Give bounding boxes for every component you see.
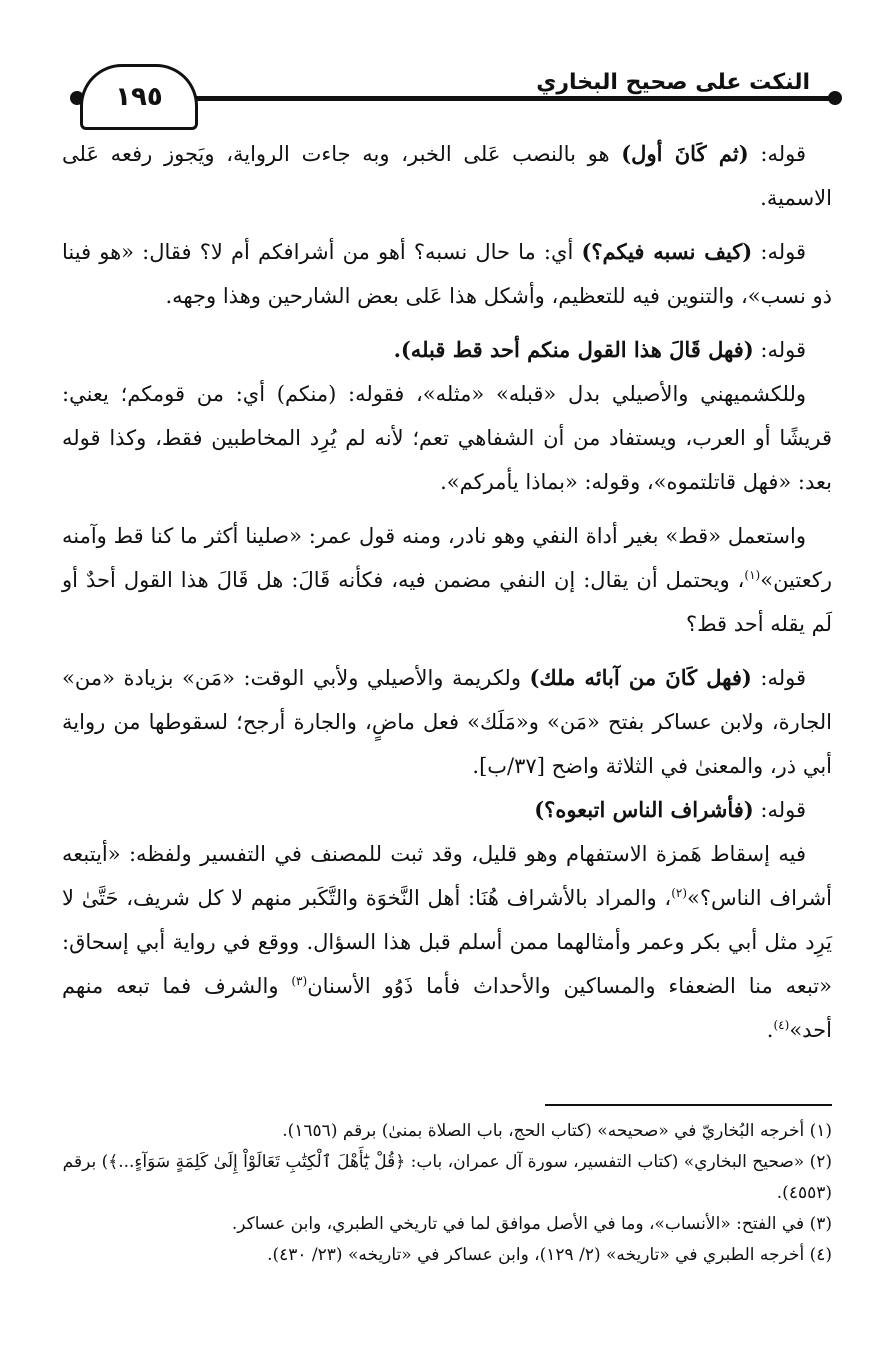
footnote: (٢) «صحيح البخاري» (كتاب التفسير، سورة آل عمران، باب: ﴿قُلْ يَٰٓأَهْلَ ٱلْكِتَٰبِ تَعَالَوْاْ إِلَىٰ كَلِمَةٍ سَوَآءٍ...﴾) برقم (٤٥٥٣). [62,1152,832,1203]
paragraph [62,514,832,646]
page-number: ١٩٥ [80,64,198,130]
para-lead: قوله: [751,666,807,690]
paragraph [62,230,832,318]
footnote: (٤) أخرجه الطبري في «تاريخه» (٢/ ١٢٩)، وابن عساكر في «تاريخه» (٢٣/ ٤٣٠). [267,1245,832,1265]
para-text: ولكريمة والأصيلي ولأبي الوقت: «مَن» بزيادة «من» الجارة، ولابن عساكر بفتح «مَن» و«مَلَك» فعل ماضٍ، والجارة أرجح؛ لسقوطها من رواية أبي ذر، والمعنىٰ في الثلاثة واضح [٣٧/ب]. [62,666,832,778]
para-text: أي: ما حال نسبه؟ أهو من أشرافكم أم لا؟ فقال: «هو فينا ذو نسب»، والتنوين فيه للتعظيم، وأشكل هذا عَلى بعض الشارحين وهذا وجهه. [62,240,832,308]
paragraph [62,656,832,788]
para-text: ، والمراد بالأشراف هُنَا: أهل النَّخوَة والتَّكَبر منهم لا كل شريف، حَتَّىٰ لا يَرِد مثل أبي بكر وعمر وأمثالهما ممن أسلم قبل هذا السؤال. ووقع في رواية أبي إسحاق: «تبعه منا الضعفاء والمساكين والأحداث فأما ذَوُو الأسنان [62,886,832,998]
para-text: ، ويحتمل أن يقال: إن النفي مضمن فيه، فكأنه قَالَ: هل قَالَ هذا القول أحدٌ أو لَم يقله أحد قط؟ [62,568,832,636]
para-lead: قوله: [753,338,806,362]
paragraph [62,132,832,220]
footnote-ref: (١) [744,568,761,582]
main-text [62,132,832,1062]
footnote-ref: (٢) [671,886,688,900]
paragraph [62,372,832,504]
para-text: وللكشميهني والأصيلي بدل «قبله» «مثله»، فقوله: (منكم) أي: من قومكم؛ يعني: قريشًا أو العرب، ويستفاد من أن الشفاهي تعم؛ لأنه لم يُرِد المخاطبين فقط، وكذا قوله بعد: «فهل قاتلتموه»، وقوله: «بماذا يأمركم». [62,382,832,494]
para-text: واستعمل «قط» بغير أداة النفي وهو نادر، ومنه قول عمر: «صلينا أكثر ما كنا قط وآمنه ركعتين» [62,524,832,592]
para-lead: قوله: [752,240,807,264]
footnote: (١) أخرجه البُخاريّ في «صحيحه» (كتاب الحج، باب الصلاة بمنىٰ) برقم (١٦٥٦). [282,1121,832,1141]
quoted-phrase: (ثم كَانَ أول) [621,141,749,166]
footnote-separator [545,1104,832,1106]
footnote: (٣) في الفتح: «الأنساب»، وما في الأصل موافق لما في تاريخي الطبري، وابن عساكر. [231,1214,832,1234]
footnote-ref: (٣) [291,974,308,988]
quoted-phrase: (فهل قَالَ هذا القول منكم أحد قط قبله). [393,337,754,362]
page-header [40,62,850,132]
paragraph [62,788,832,832]
quoted-phrase: (فأشراف الناس اتبعوه؟) [534,797,754,822]
para-lead: قوله: [753,798,806,822]
quoted-phrase: (كيف نسبه فيكم؟) [581,239,753,264]
quoted-phrase: (فهل كَانَ من آبائه ملك) [529,665,752,690]
para-lead: قوله: [748,142,806,166]
paragraph [62,832,832,1052]
para-text: . [766,1018,774,1042]
paragraph [62,328,832,372]
footnote-ref: (٤) [773,1018,790,1032]
para-text: فيه إسقاط هَمزة الاستفهام وهو قليل، وقد ثبت للمصنف في التفسير ولفظه: «أيتبعه أشراف الناس؟» [62,842,832,910]
para-text: والشرف فما تبعه منهم أحد» [62,974,832,1042]
footnotes [62,1116,832,1271]
book-title: النكت على صحيح البخاري [526,70,820,95]
header-dot-right [828,91,842,105]
para-text: هو بالنصب عَلى الخبر، وبه جاءت الرواية، ويَجوز رفعه عَلى الاسمية. [62,142,832,210]
